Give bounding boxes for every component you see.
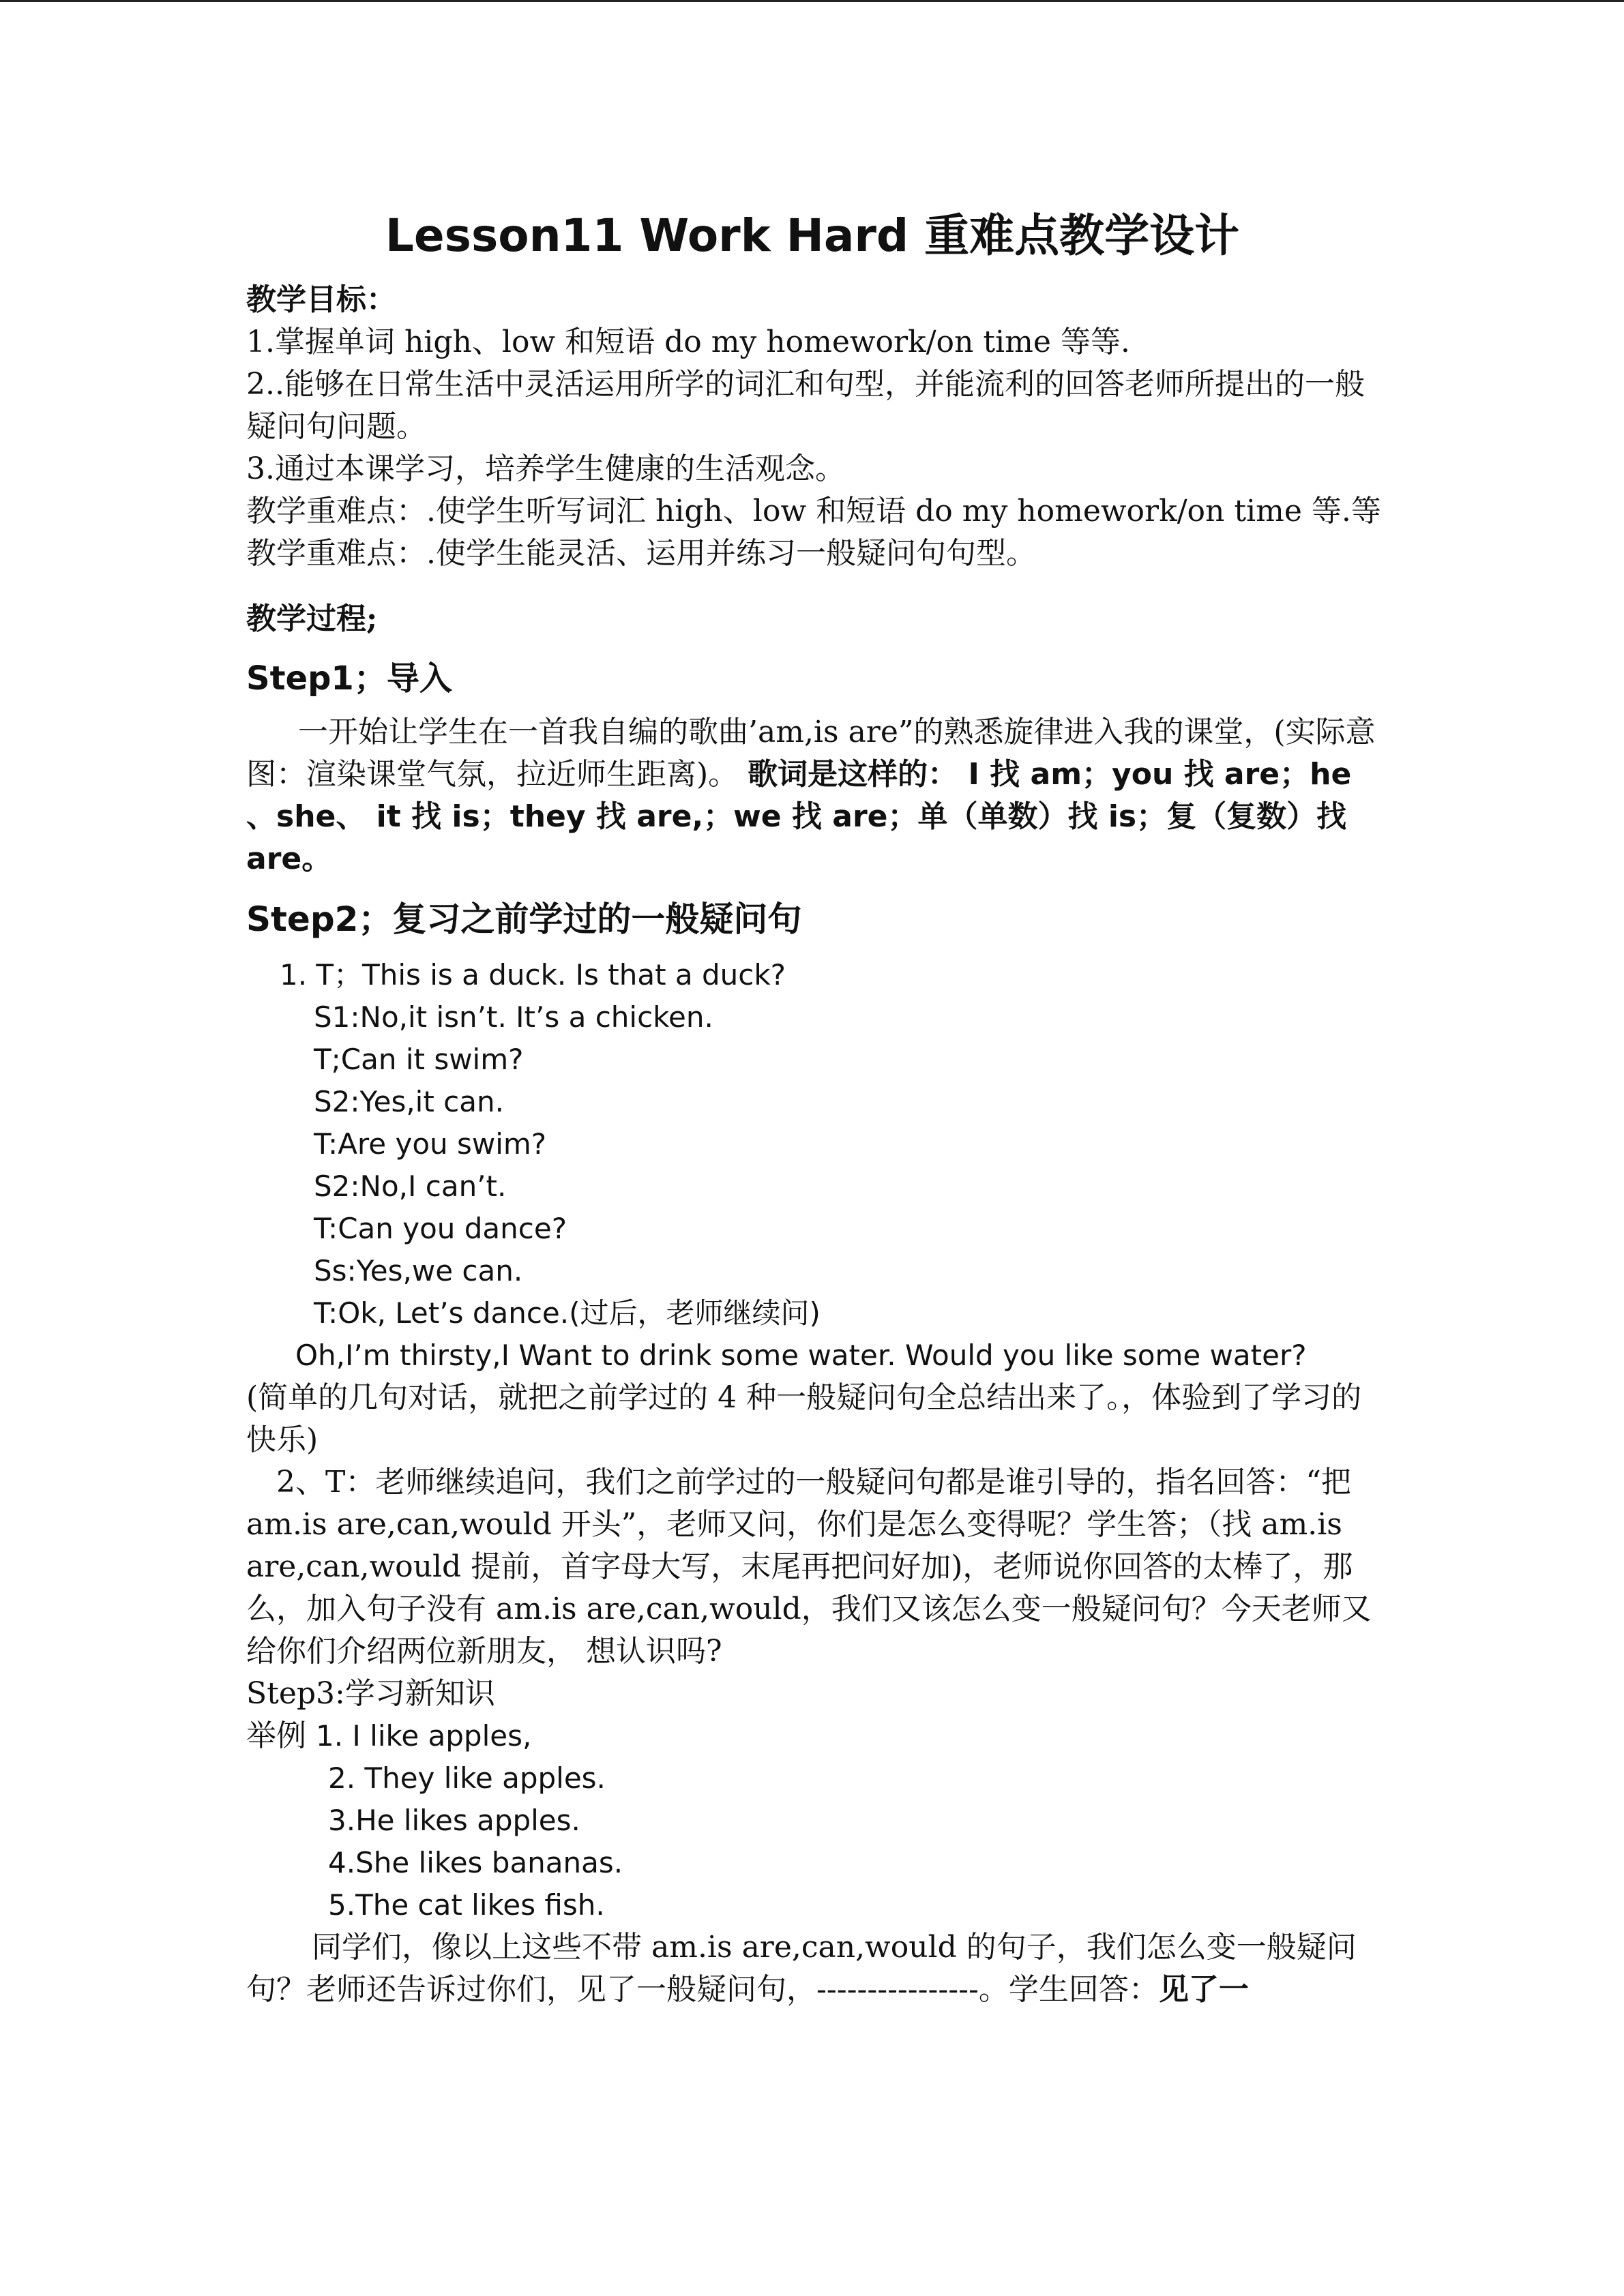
example-row <box>246 1715 1378 1757</box>
step3-closing-bold: 见了一 <box>1158 1971 1249 2007</box>
dialogue-block <box>246 954 1378 1377</box>
example-item: 4.She likes bananas. <box>328 1845 623 1879</box>
dialogue-line: T:Can you dance? <box>314 1211 567 1245</box>
dialogue-line: S2:No,I can’t. <box>314 1169 507 1203</box>
example-item: 2. They like apples. <box>328 1761 606 1795</box>
step2-summary: (简单的几句对话，就把之前学过的 4 种一般疑问句全总结出来了。，体验到了学习的快乐) <box>246 1380 1362 1457</box>
dialogue-line: S2:Yes,it can. <box>314 1084 504 1118</box>
step3-closing-text: 同学们，像以上这些不带 am.is are,can,would 的句子，我们怎么变一般疑问句？老师还告诉过你们，见了一般疑问句，----------------。学生回答： <box>246 1929 1357 2007</box>
dialogue-line: T:Ok, Let’s dance.(过后，老师继续问) <box>314 1296 821 1330</box>
example-item: 5.The cat likes fish. <box>328 1888 605 1922</box>
step2-question: 2、T：老师继续追问，我们之前学过的一般疑问句都是谁引导的，指名回答：“把 am.is are,can,would 开头”，老师又问，你们是怎么变得呢？学生答；（找 am.is are,can,would 提前，首字母大写，末尾再把问好加)，老师说你回答的太棒了，那么，加入句子没有 am.is are,can,would，我们又该怎么变一般疑问句？今天老师又给你们介绍两位新朋友， 想认识吗? <box>246 1464 1372 1669</box>
example-item: 1. I like apples, <box>316 1718 532 1753</box>
step1-heading: Step1；导入 <box>246 659 452 698</box>
dialogue-line: S1:No,it isn’t. It’s a chicken. <box>314 1000 713 1034</box>
step3-closing <box>246 1926 1378 2011</box>
example-item: 3.He likes apples. <box>328 1803 580 1837</box>
step1-lyrics: 歌词是这样的： I 找 am；you 找 are；he 、she、 it 找 is；they 找 are,；we 找 are；单（单数）找 is；复（复数）找 are。 <box>246 756 1352 876</box>
section-spacer <box>246 575 1378 598</box>
key-point: 教学重难点：.使学生听写词汇 high、low 和短语 do my homework/on time 等.等 <box>246 493 1381 528</box>
step1-intro: 一开始让学生在一首我自编的歌曲’am,is are”的熟悉旋律进入我的课堂，(实际意图：渲染课堂气氛，拉近师生距离)。 <box>246 714 1376 792</box>
dialogue-line: T:Are you swim? <box>314 1127 547 1161</box>
objective-item: 3.通过本课学习，培养学生健康的生活观念。 <box>246 451 845 486</box>
step2-heading: Step2；复习之前学过的一般疑问句 <box>246 899 802 939</box>
objective-item: 2..能够在日常生活中灵活运用所学的词汇和句型，并能流利的回答老师所提出的一般疑问句问题。 <box>246 366 1365 444</box>
process-heading: 教学过程; <box>246 601 378 636</box>
dialogue-line: Oh,I’m thirsty,I Want to drink some water. Would you like some water? <box>295 1338 1307 1372</box>
dialogue-line: 1. T；This is a duck. Is that a duck? <box>280 957 786 992</box>
document-title: Lesson11 Work Hard 重难点教学设计 <box>385 209 1240 262</box>
objective-item: 1.掌握单词 high、low 和短语 do my homework/on time 等等. <box>246 324 1130 359</box>
dialogue-line: T;Can it swim? <box>314 1042 524 1076</box>
example-label: 举例 <box>246 1718 306 1753</box>
document-content <box>246 207 1381 2011</box>
step1-paragraph <box>246 711 1378 880</box>
step3-heading: Step3:学习新知识 <box>246 1675 495 1711</box>
objectives-heading: 教学目标： <box>246 282 396 317</box>
dialogue-line: Ss:Yes,we can. <box>314 1253 523 1287</box>
key-point: 教学重难点：.使学生能灵活、运用并练习一般疑问句句型。 <box>246 535 1036 571</box>
